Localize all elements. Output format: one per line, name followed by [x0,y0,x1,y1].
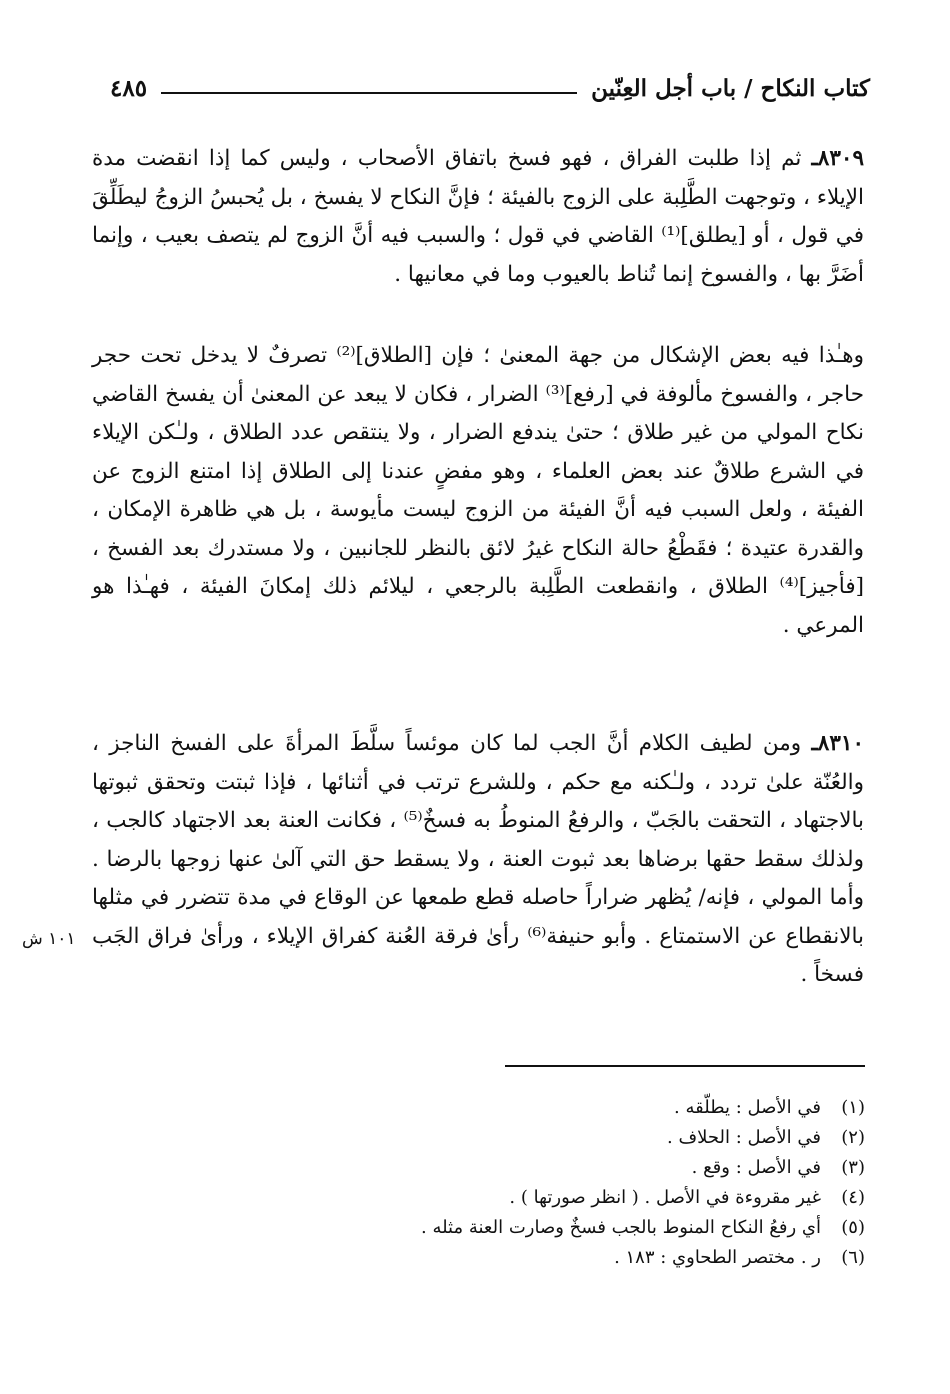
footnote-number: (١) [841,1097,865,1118]
footnote-text: أي رفعُ النكاح المنوط بالجب فسخٌ وصارت العنة مثله . [421,1217,821,1238]
footnote-number: (٤) [841,1187,865,1208]
footnote-text: في الأصل : الحلاف . [667,1127,821,1148]
paragraph-number: ٨٣٠٩ـ [811,146,864,171]
footnote [300,1183,865,1213]
footnote [300,1093,865,1123]
footnote-number: (٢) [841,1127,865,1148]
footnote-number: (٥) [841,1217,865,1238]
footnote [300,1153,865,1183]
footnote-text: غير مقروءة في الأصل . ( انظر صورتها ) . [509,1187,821,1208]
paragraph-commentary [92,337,864,645]
footnote-number: (٦) [841,1247,865,1268]
chapter-title: كتاب النكاح / باب أجل العِنّين [591,74,870,102]
running-header [110,66,870,110]
footnote-text: ر . مختصر الطحاوي : ١٨٣ . [614,1247,821,1268]
paragraph-text: وهـٰذا فيه بعض الإشكال من جهة المعنىٰ ؛ فإن [الطلاق]⁽²⁾ تصرفٌ لا يدخل تحت حجر حاجر ، والفسوخ مألوفة في [رفع]⁽³⁾ الضرار ، فكان لا يبعد عن المعنىٰ أن يفسخ القاضي نكاح المولي من غير طلاق ؛ حتىٰ يندفع الضرار ، ولا ينتقص عدد الطلاق ، ولـٰكن الإيلاء في الشرع طلاقٌ عند بعض العلماء ، وهو مفضٍ عندنا إلى الطلاق إذا امتنع الزوج عن الفيئة ، ولعل السبب فيه أنَّ الفيئة من الزوج ليست مأيوسة ، بل هي ظاهرة الإمكان ، والقدرة عتيدة ؛ فقَطْعُ حالة النكاح غيرُ لائق بالنظر للجانبين ، ولا مستدرك بعد الفسخ ، [فأجيز]⁽⁴⁾ الطلاق ، وانقطعت الطَّلِبة بالرجعي ، ليلائم ذلك إمكانَ الفيئة ، فهـٰذا هو المرعي . [92,343,864,638]
header-rule [161,92,577,94]
paragraph-8309 [92,140,864,294]
footnote [300,1123,865,1153]
paragraph-text: ثم إذا طلبت الفراق ، فهو فسخ باتفاق الأصحاب ، وليس كما إذا انقضت مدة الإيلاء ، وتوجهت الطَّلِبة على الزوج بالفيئة ؛ فإنَّ النكاح لا يفسخ ، بل يُحبسُ الزوجُ ليطَلِّقَ في قول ، أو [يطلق]⁽¹⁾ القاضي في قول ؛ والسبب فيه أنَّ الزوج لم يتصف بعيب ، وإنما أضَرَّ بها ، والفسوخ إنما تُناط بالعيوب وما في معانيها . [92,146,864,287]
footnote [300,1243,865,1273]
footnote [300,1213,865,1243]
footnote-separator [505,1065,865,1067]
paragraph-number: ٨٣١٠ـ [811,731,864,756]
footnote-number: (٣) [841,1157,865,1178]
paragraph-8310 [92,725,864,995]
paragraph-text: ومن لطيف الكلام أنَّ الجب لما كان موئساً سلَّطَ المرأةَ على الفسخ الناجز ، والعُنّة علىٰ تردد ، ولـٰكنه مع حكم ، وللشرع ترتب في أثنائها ، فإذا ثبتت وتحقق ثبوتها بالاجتهاد ، التحقت بالجَبّ ، والرفعُ المنوطُ به فسخٌ⁽⁵⁾ ، فكانت العنة بعد الاجتهاد كالجب ، ولذلك سقط حقها برضاها بعد ثبوت العنة ، ولا يسقط حق التي آلىٰ عنها زوجها بالرضا . وأما المولي ، فإنه/ يُظهر ضراراً حاصله قطع طمعها عن الوقاع في مدة تتضرر في مثلها بالانقطاع عن الاستمتاع . وأبو حنيفة⁽⁶⁾ رأىٰ فرقة العُنة كفراق الإيلاء ، ورأىٰ فراق الجَب فسخاً . [92,731,864,987]
footnote-text: في الأصل : وقع . [691,1157,821,1178]
footnotes-list [300,1093,865,1273]
margin-note: ١٠١ ش [22,929,76,949]
page-number: ٤٨٥ [110,74,148,102]
footnote-text: في الأصل : يطلّقه . [674,1097,821,1118]
